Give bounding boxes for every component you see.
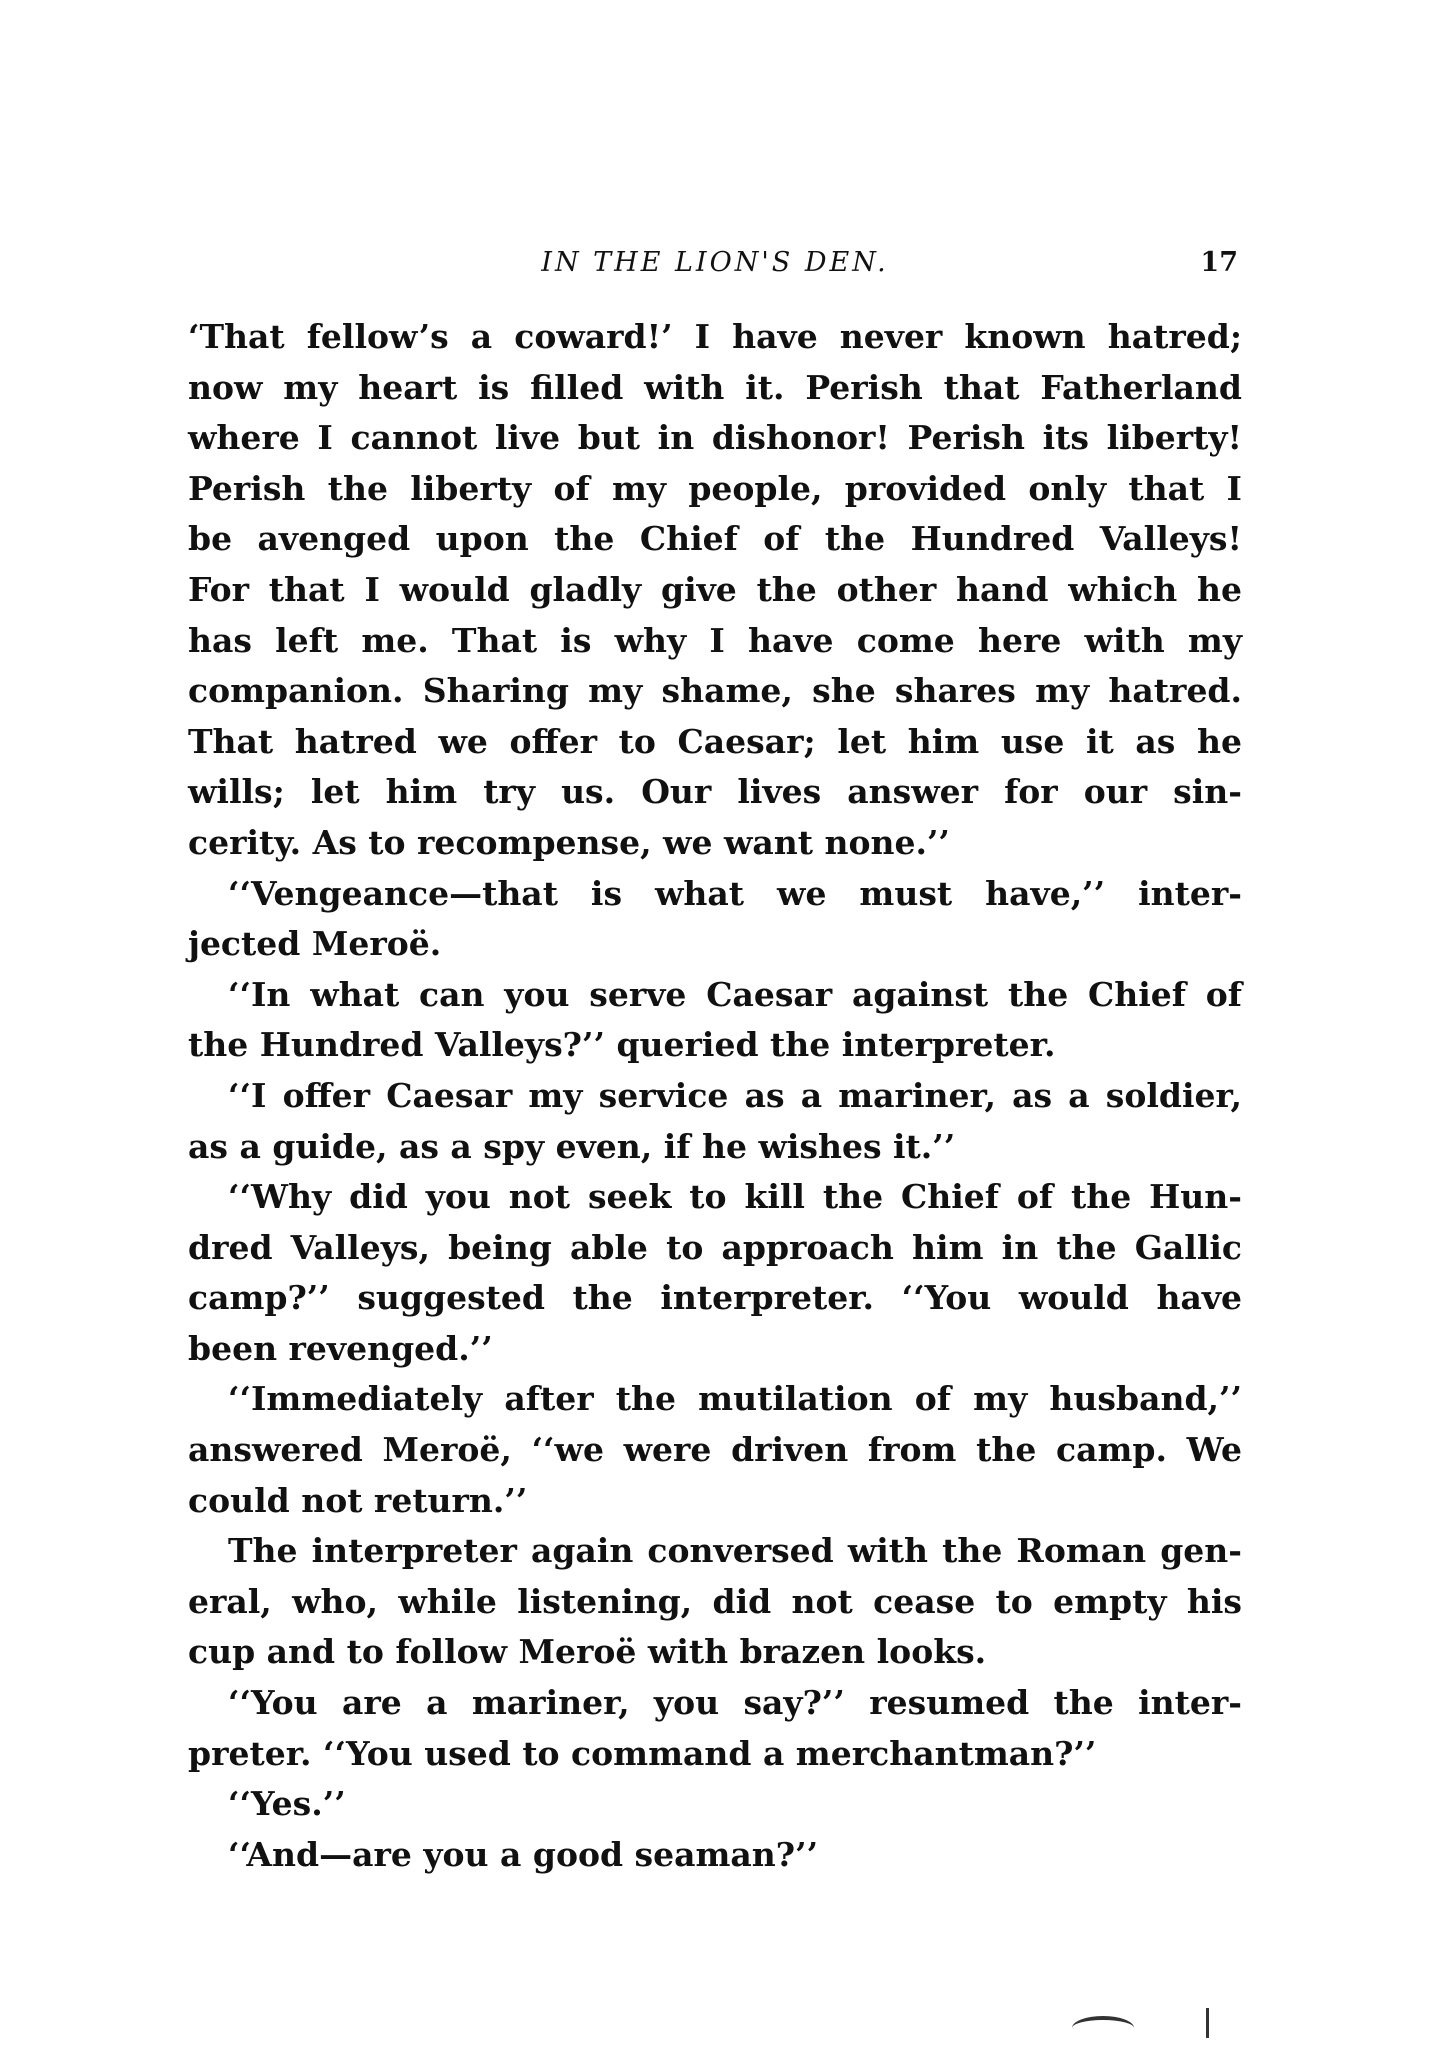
text-line: ‘‘Yes.’’	[228, 1784, 346, 1824]
text-line: wills; let him try us. Our lives answer for our sin-	[188, 772, 1242, 812]
running-title: IN THE LION'S DEN.	[541, 247, 889, 278]
text-line: eral, who, while listening, did not cease to empty his	[188, 1581, 1242, 1621]
text-line: ‘‘Vengeance—that is what we must have,’’ inter-	[228, 873, 1242, 913]
text-line: That hatred we offer to Caesar; let him use it as he	[188, 721, 1242, 761]
text-line: ‘‘I offer Caesar my service as a mariner, as a soldier,	[228, 1075, 1242, 1115]
text-line: preter. ‘‘You used to command a merchantman?’’	[188, 1733, 1097, 1773]
running-head	[188, 247, 1242, 291]
body-text	[188, 312, 1242, 1880]
text-line: the Hundred Valleys?’’ queried the interpreter.	[188, 1025, 1056, 1065]
text-line: be avenged upon the Chief of the Hundred Valleys!	[188, 519, 1242, 559]
text-line: where I cannot live but in dishonor! Perish its liberty!	[188, 418, 1242, 458]
text-line: ‘‘Immediately after the mutilation of my husband,’’	[228, 1379, 1242, 1419]
text-line: been revenged.’’	[188, 1328, 493, 1368]
text-line: ‘‘In what can you serve Caesar against the Chief of	[228, 974, 1242, 1014]
text-line: as a guide, as a spy even, if he wishes it.’’	[188, 1126, 956, 1166]
text-line: ‘‘Why did you not seek to kill the Chief of the Hun-	[228, 1177, 1242, 1217]
page-number: 17	[1200, 247, 1238, 278]
text-line: dred Valleys, being able to approach him in the Gallic	[188, 1227, 1242, 1267]
text-line: cerity. As to recompense, we want none.’’	[188, 822, 950, 862]
text-line: ‘‘And—are you a good seaman?’’	[228, 1834, 819, 1874]
text-line: Perish the liberty of my people, provided only that I	[188, 468, 1242, 508]
text-line: For that I would gladly give the other hand which he	[188, 569, 1242, 609]
text-line: jected Meroë.	[188, 924, 442, 964]
text-line: answered Meroë, ‘‘we were driven from the camp. We	[188, 1430, 1242, 1470]
text-line: companion. Sharing my shame, she shares my hatred.	[188, 671, 1242, 711]
text-line: ‘That fellow’s a coward!’ I have never known hatred;	[188, 317, 1242, 356]
text-line: cup and to follow Meroë with brazen looks.	[188, 1632, 987, 1672]
text-line: ‘‘You are a mariner, you say?’’ resumed the inter-	[228, 1683, 1242, 1723]
scan-artifact	[1206, 2008, 1209, 2038]
text-line: now my heart is filled with it. Perish that Fatherland	[188, 367, 1242, 407]
scan-artifact	[1072, 2016, 1134, 2040]
text-line: The interpreter again conversed with the Roman gen-	[228, 1531, 1242, 1571]
text-line: has left me. That is why I have come here with my	[188, 620, 1242, 660]
text-line: could not return.’’	[188, 1480, 528, 1520]
text-line: camp?’’ suggested the interpreter. ‘‘You would have	[188, 1278, 1242, 1318]
